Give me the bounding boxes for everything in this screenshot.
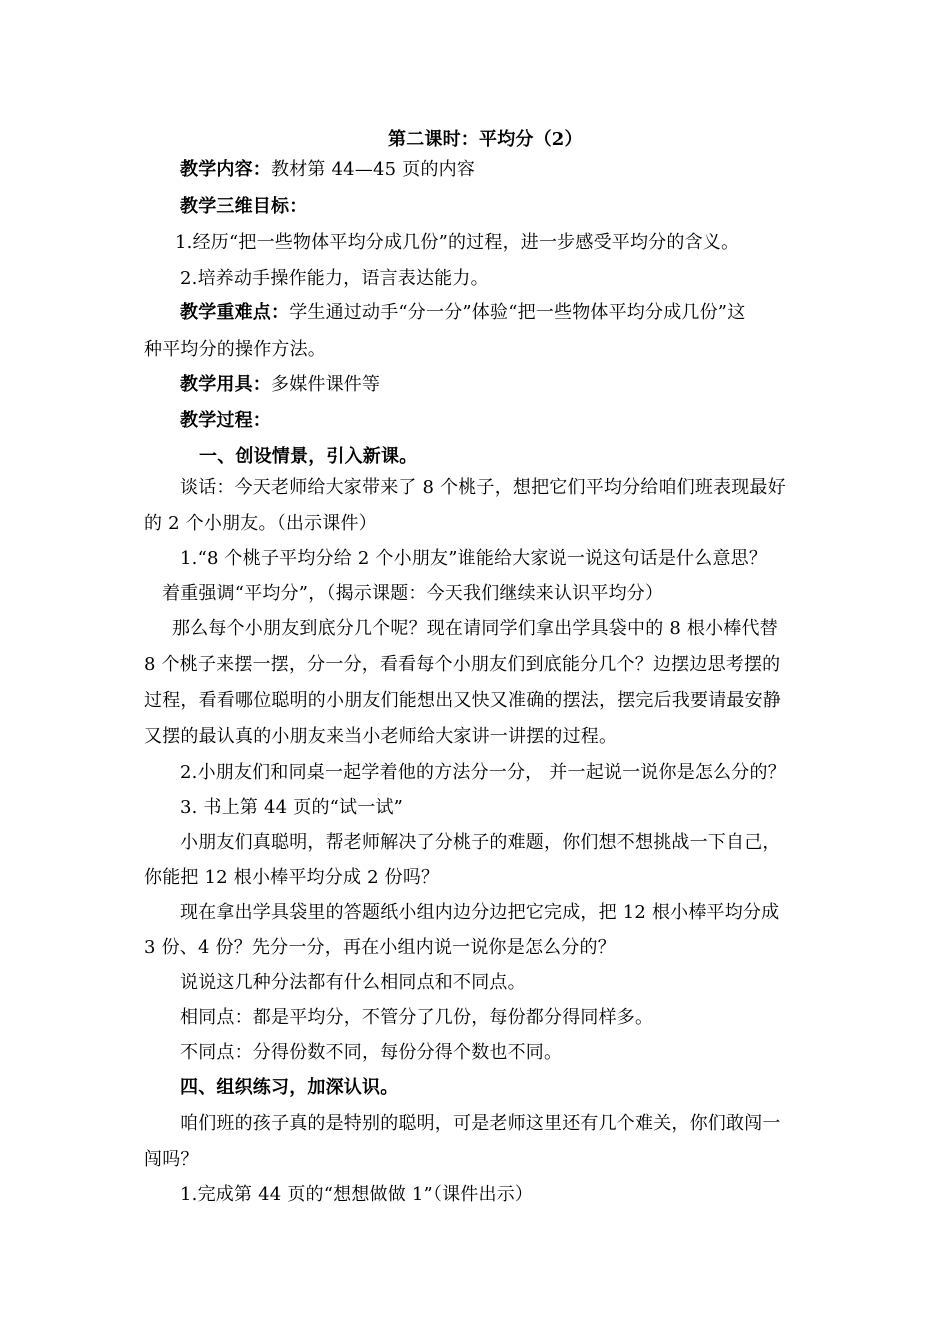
difficulty-line-1 — [180, 295, 745, 331]
page-title: 第二课时：平均分（2） — [388, 129, 583, 150]
question-2: 2.小朋友们和同桌一起学着他的方法分一分， 并一起说一说你是怎么分的？ — [180, 762, 786, 783]
question-3: 3. 书上第 44 页的“试一试” — [180, 797, 404, 818]
question-1: 1.“8 个桃子平均分给 2 个小朋友”谁能给大家说一说这句话是什么意思？ — [180, 548, 768, 569]
difficulty-text-1: 学生通过动手“分一分”体验“把一些物体平均分成几份”这 — [289, 302, 746, 323]
paragraph-different: 不同点：分得份数不同，每份分得个数也不同。 — [180, 1042, 563, 1063]
paragraph-same: 相同点：都是平均分，不管分了几份，每份都分得同样多。 — [180, 1007, 654, 1028]
paragraph-how-4: 又摆的最认真的小朋友来当小老师给大家讲一讲摆的过程。 — [144, 726, 618, 747]
teaching-content-label: 教学内容： — [180, 159, 271, 180]
goal-1: 1.经历“把一些物体平均分成几份”的过程，进一步感受平均分的含义。 — [175, 232, 740, 253]
goal-2: 2.培养动手操作能力，语言表达能力。 — [180, 268, 489, 289]
teaching-tools-label: 教学用具： — [180, 374, 271, 395]
paragraph-talk-1: 谈话：今天老师给大家带来了 8 个桃子，想把它们平均分给咱们班表现最好 — [180, 477, 786, 498]
teaching-tools-line — [180, 367, 380, 403]
paragraph-how-1: 那么每个小朋友到底分几个呢？现在请同学们拿出学具袋中的 8 根小棒代替 — [172, 618, 778, 639]
teaching-content-line — [180, 152, 475, 188]
teaching-content-text: 教材第 44—45 页的内容 — [271, 159, 476, 180]
paragraph-now-2: 3 份、4 份？先分一分，再在小组内说一说你是怎么分的？ — [144, 937, 616, 958]
section-1-heading: 一、创设情景，引入新课。 — [199, 446, 418, 467]
teaching-tools-text: 多媒件课件等 — [271, 374, 381, 395]
paragraph-how-2: 8 个桃子来摆一摆，分一分，看看每个小朋友们到底能分几个？边摆边思考摆的 — [144, 654, 781, 675]
paragraph-class-1: 咱们班的孩子真的是特别的聪明，可是老师这里还有几个难关，你们敢闯一 — [180, 1113, 781, 1134]
teaching-process-label: 教学过程： — [180, 410, 271, 431]
paragraph-smart-1: 小朋友们真聪明，帮老师解决了分桃子的难题，你们想不想挑战一下自己， — [180, 832, 781, 853]
teaching-goals-label: 教学三维目标： — [180, 196, 308, 217]
paragraph-now-1: 现在拿出学具袋里的答题纸小组内边分边把它完成，把 12 根小棒平均分成 — [180, 902, 780, 923]
difficulty-label: 教学重难点： — [180, 302, 290, 323]
paragraph-compare: 说说这几种分法都有什么相同点和不同点。 — [180, 972, 526, 993]
section-4-heading: 四、组织练习，加深认识。 — [180, 1077, 399, 1098]
difficulty-line-2: 种平均分的操作方法。 — [144, 339, 326, 360]
paragraph-class-2: 闯吗？ — [144, 1149, 199, 1170]
paragraph-talk-2: 的 2 个小朋友。（出示课件） — [144, 513, 377, 534]
exercise-1: 1.完成第 44 页的“想想做做 1”（课件出示） — [180, 1184, 534, 1205]
paragraph-how-3: 过程，看看哪位聪明的小朋友们能想出又快又准确的摆法，摆完后我要请最安静 — [144, 690, 781, 711]
paragraph-smart-2: 你能把 12 根小棒平均分成 2 份吗？ — [144, 867, 440, 888]
emphasis-line: 着重强调“平均分”，（揭示课题：今天我们继续来认识平均分） — [162, 583, 664, 604]
